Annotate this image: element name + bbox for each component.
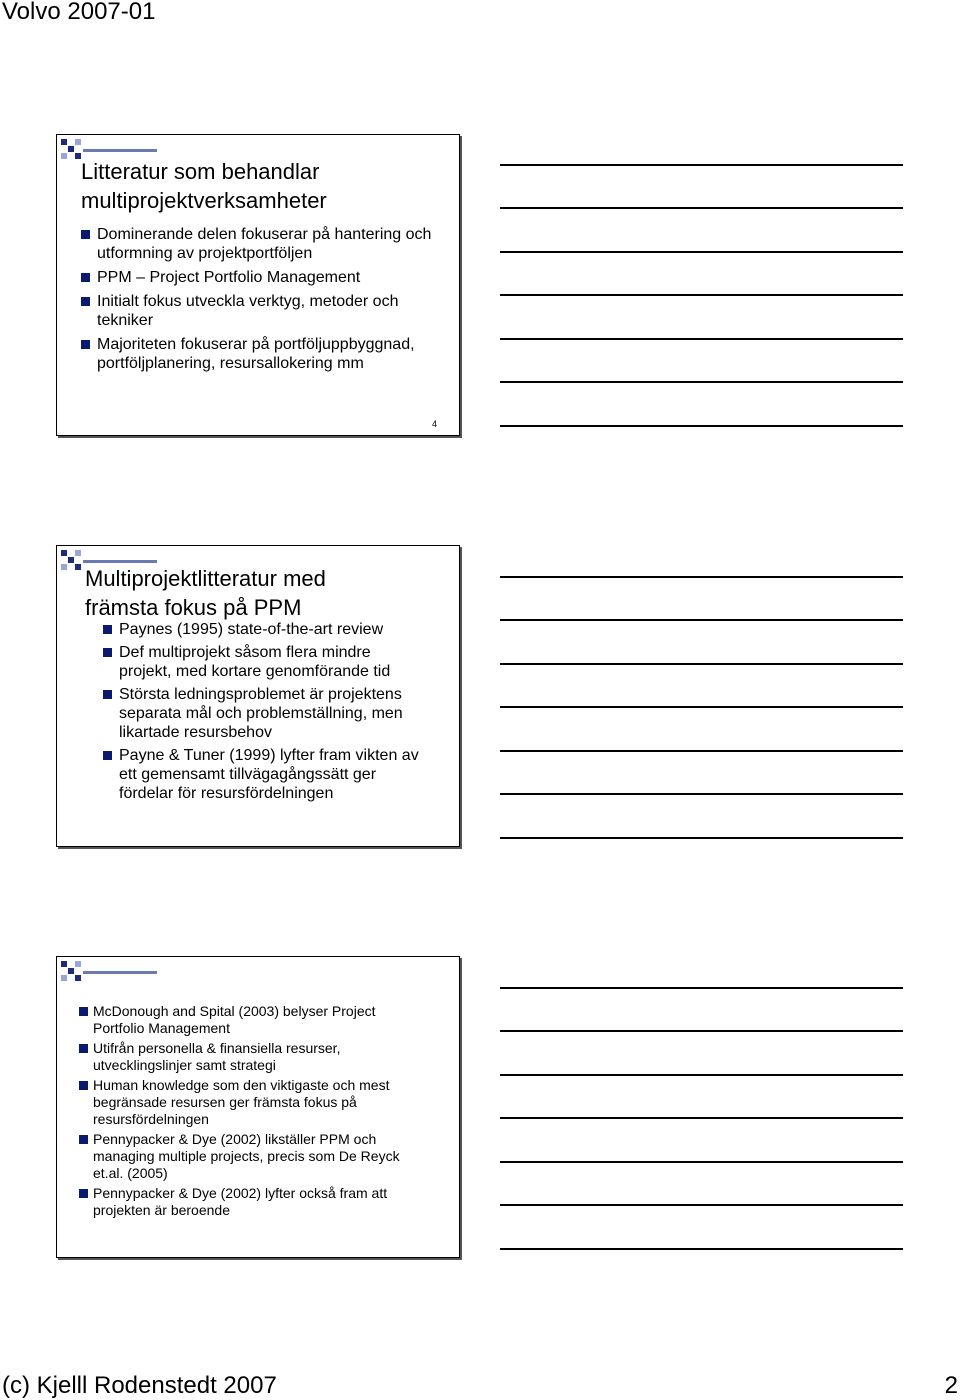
note-line xyxy=(500,1248,903,1250)
bullet-list xyxy=(81,225,441,378)
note-line xyxy=(500,750,903,752)
note-line xyxy=(500,294,903,296)
note-line xyxy=(500,207,903,209)
bullet-list xyxy=(103,620,423,807)
note-line xyxy=(500,1161,903,1163)
list-item: McDonough and Spital (2003) belyser Project Portfolio Management xyxy=(79,1003,419,1037)
note-line xyxy=(500,663,903,665)
slide-2 xyxy=(56,545,460,847)
page-header-title: Volvo 2007-01 xyxy=(2,0,156,25)
note-line xyxy=(500,1030,903,1032)
slide-3 xyxy=(56,956,460,1258)
list-item: PPM – Project Portfolio Management xyxy=(81,268,441,287)
note-line xyxy=(500,1204,903,1206)
list-item: Payne & Tuner (1999) lyfter fram vikten av ett gemensamt tillvägagångssätt ger fördelar för resursfördelningen xyxy=(103,746,423,803)
list-item: Majoriteten fokuserar på portföljuppbyggnad, portföljplanering, resursallokering mm xyxy=(81,335,441,373)
list-item: Initialt fokus utveckla verktyg, metoder och tekniker xyxy=(81,292,441,330)
note-line xyxy=(500,381,903,383)
list-item: Human knowledge som den viktigaste och mest begränsade resursen ger främsta fokus på resursfördelningen xyxy=(79,1077,419,1128)
list-item: Paynes (1995) state-of-the-art review xyxy=(103,620,423,639)
list-item: Största ledningsproblemet är projektens separata mål och problemställning, men likartade resursbehov xyxy=(103,685,423,742)
note-line xyxy=(500,793,903,795)
slide-title: Multiprojektlitteratur med främsta fokus på PPM xyxy=(85,566,326,620)
note-line xyxy=(500,1074,903,1076)
note-line xyxy=(500,338,903,340)
note-line xyxy=(500,425,903,427)
footer-page-number: 2 xyxy=(944,1372,958,1399)
list-item: Dominerande delen fokuserar på hantering och utformning av projektportföljen xyxy=(81,225,441,263)
bullet-list xyxy=(79,1003,419,1222)
slide-logo-icon xyxy=(61,961,157,983)
note-line xyxy=(500,619,903,621)
note-line xyxy=(500,164,903,166)
list-item: Pennypacker & Dye (2002) lyfter också fram att projekten är beroende xyxy=(79,1185,419,1219)
list-item: Def multiprojekt såsom flera mindre projekt, med kortare genomförande tid xyxy=(103,643,423,681)
note-line xyxy=(500,987,903,989)
slide-title: Litteratur som behandlar multiprojektverksamheter xyxy=(81,159,327,213)
list-item: Pennypacker & Dye (2002) likställer PPM och managing multiple projects, precis som De Reyck et.al. (2005) xyxy=(79,1131,419,1182)
note-line xyxy=(500,251,903,253)
note-line xyxy=(500,837,903,839)
note-line xyxy=(500,706,903,708)
note-line xyxy=(500,576,903,578)
slide-1 xyxy=(56,134,460,436)
list-item: Utifrån personella & finansiella resurser, utvecklingslinjer samt strategi xyxy=(79,1040,419,1074)
footer-copyright: (c) Kjelll Rodenstedt 2007 xyxy=(2,1372,277,1399)
note-line xyxy=(500,1117,903,1119)
slide-page-number: 4 xyxy=(431,419,437,429)
